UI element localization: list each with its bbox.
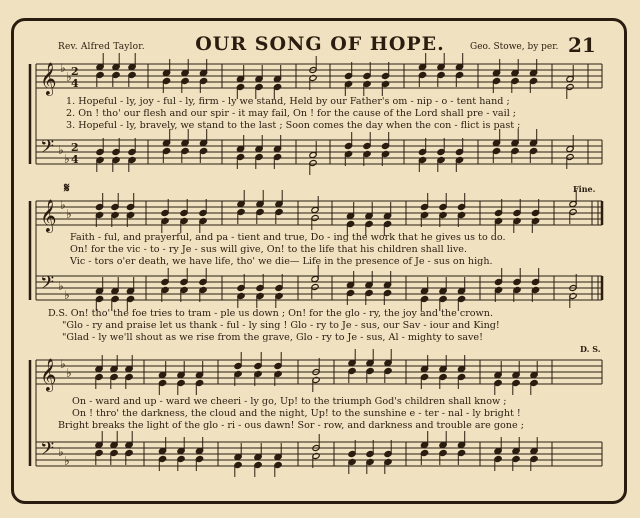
lyric-line: D.S. On! tho' the foe tries to tram - ple us down ; On! for the glo - ry, the joy and the crown. xyxy=(48,308,493,319)
hymn-title: OUR SONG OF HOPE. xyxy=(195,33,445,55)
svg-text:♭: ♭ xyxy=(66,70,72,84)
svg-text:4: 4 xyxy=(71,153,79,166)
svg-text:♭: ♭ xyxy=(66,366,72,380)
svg-text:♭: ♭ xyxy=(58,143,64,157)
svg-text:𝄢: 𝄢 xyxy=(40,137,55,162)
svg-text:♭: ♭ xyxy=(60,198,66,212)
lyric-line: Faith - ful, and prayerful, and pa - tient and true, Do - ing the work that he gives us to do. xyxy=(70,232,506,243)
svg-text:𝄢: 𝄢 xyxy=(40,439,55,464)
composer-credit: Geo. Stowe, by per. xyxy=(470,42,559,52)
lyricist-credit: Rev. Alfred Taylor. xyxy=(58,42,145,52)
lyric-line: Bright breaks the light of the glo - ri - ous dawn! Sor - row, and darkness and trouble are gone ; xyxy=(58,420,524,431)
ds-marking: D. S. xyxy=(580,344,601,354)
page-number: 21 xyxy=(568,33,596,57)
svg-text:𝄞: 𝄞 xyxy=(40,199,57,232)
svg-text:♭: ♭ xyxy=(58,445,64,459)
svg-text:𝄞: 𝄞 xyxy=(40,62,57,95)
fine-marking: Fine. xyxy=(573,184,596,194)
svg-text:♭: ♭ xyxy=(64,152,70,166)
lyric-line: 2. On ! tho' our flesh and our spir - it may fail, On ! for the cause of the Lord shall pre - vail ; xyxy=(66,108,517,119)
svg-text:4: 4 xyxy=(71,77,79,90)
lyric-line: 3. Hopeful - ly, bravely, we stand to the last ; Soon comes the day when the con - flict is past ; xyxy=(66,120,521,131)
svg-text:𝄞: 𝄞 xyxy=(40,358,57,391)
svg-text:♭: ♭ xyxy=(60,357,66,371)
svg-text:♭: ♭ xyxy=(58,279,64,293)
lyric-line: 1. Hopeful - ly, joy - ful - ly, firm - ly we stand, Held by our Father's om - nip - o - tent hand ; xyxy=(66,96,510,107)
svg-text:𝄋: 𝄋 xyxy=(64,181,70,196)
svg-text:♭: ♭ xyxy=(64,454,70,468)
lyric-line: "Glo - ry and praise let us thank - ful - ly sing ! Glo - ry to Je - sus, our Sav - iour and King! xyxy=(62,320,500,331)
svg-text:2: 2 xyxy=(71,65,79,78)
lyric-line: On! for the vic - to - ry Je - sus will give, On! to the life that his children shall live. xyxy=(70,244,468,255)
svg-text:𝄢: 𝄢 xyxy=(40,273,55,298)
svg-text:♭: ♭ xyxy=(60,61,66,75)
lyric-line: On - ward and up - ward we cheeri - ly go, Up! to the triumph God's children shall know ; xyxy=(72,396,507,407)
lyric-line: Vic - tors o'er death, we have life, tho' we die— Life in the presence of Je - sus on high. xyxy=(70,256,493,267)
lyric-line: "Glad - ly we'll shout as we rise from the grave, Glo - ry to Je - sus, Al - mighty to save! xyxy=(62,332,483,343)
svg-text:2: 2 xyxy=(71,141,79,154)
svg-text:♭: ♭ xyxy=(64,288,70,302)
lyric-line: On ! thro' the darkness, the cloud and the night, Up! to the sunshine e - ter - nal - ly bright ! xyxy=(72,408,521,419)
svg-text:♭: ♭ xyxy=(66,207,72,221)
